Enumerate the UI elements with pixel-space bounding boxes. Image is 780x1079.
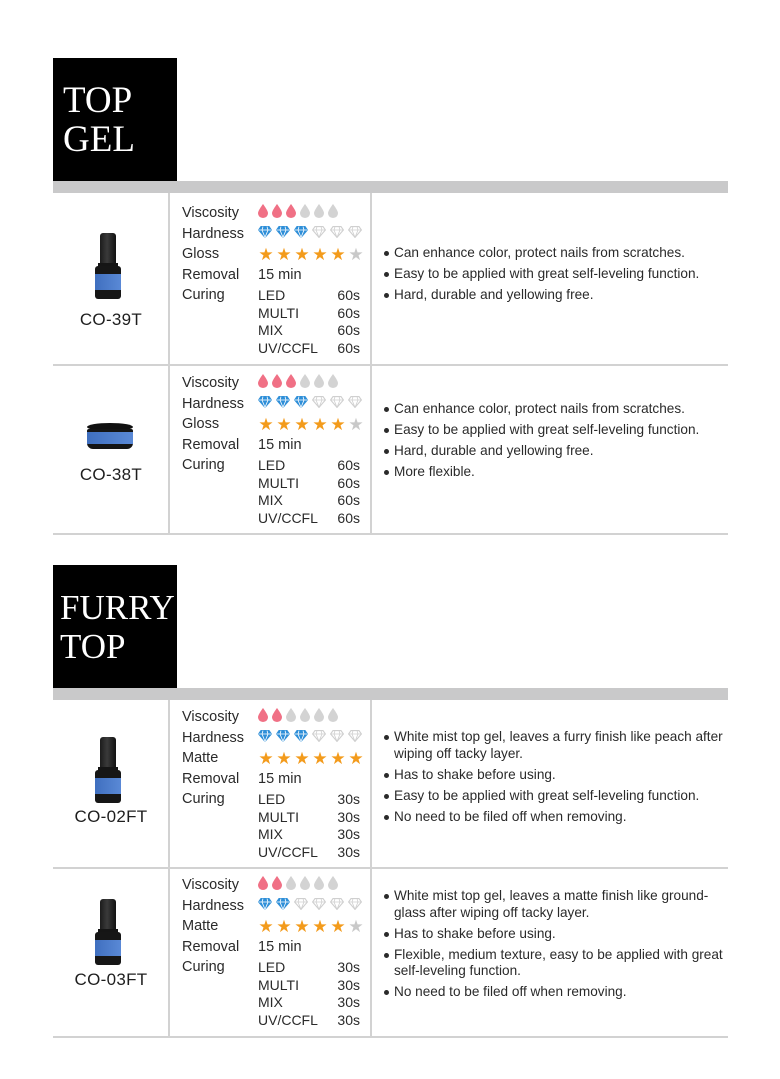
curing-time: 30s: [337, 808, 360, 825]
star-icon: ★: [330, 415, 346, 434]
feature-note: [383, 767, 723, 784]
bullet-icon: [384, 272, 389, 277]
star-icon: ★: [258, 917, 274, 936]
curing-time: 30s: [337, 826, 360, 842]
drop-icon: [286, 876, 296, 897]
removal-time: 15 min: [258, 437, 302, 453]
diamond-icon: [294, 896, 308, 917]
curing-time: 60s: [337, 322, 360, 338]
star-icon: ★: [312, 749, 328, 768]
curing-row: [258, 510, 360, 528]
section-title-line: GEL: [63, 118, 135, 160]
spec-label-removal: Removal: [182, 938, 240, 955]
spec-label-curing: Curing: [182, 287, 225, 303]
curing-lamp: MIX: [258, 826, 283, 842]
spec-label-viscosity: Viscosity: [182, 709, 239, 725]
curing-row: [258, 977, 360, 995]
diamond-icon: [276, 224, 290, 245]
curing-row: [258, 959, 360, 977]
bullet-icon: [384, 953, 389, 958]
star-icon: ★: [294, 415, 310, 434]
curing-table: [258, 959, 360, 1029]
curing-time: 60s: [337, 474, 360, 491]
third-rating: [258, 749, 364, 769]
curing-row: [258, 1012, 360, 1030]
feature-note-text: White mist top gel, leaves a matte finish like ground-glass after wiping off tacky layer.: [394, 888, 709, 920]
curing-time: 60s: [337, 457, 360, 473]
hardness-rating: [258, 896, 362, 916]
star-icon: ★: [330, 917, 346, 936]
feature-note: [383, 266, 723, 283]
jar-image: [87, 423, 133, 449]
diamond-icon: [330, 224, 344, 245]
feature-note-text: Has to shake before using.: [394, 925, 556, 941]
star-icon: ★: [348, 415, 364, 434]
star-icon: ★: [276, 749, 292, 768]
viscosity-rating: [258, 876, 338, 896]
curing-time: 60s: [337, 492, 360, 508]
bullet-icon: [384, 735, 389, 740]
bullet-icon: [384, 932, 389, 937]
curing-time: 30s: [337, 1011, 360, 1028]
curing-lamp: UV/CCFL: [258, 509, 318, 526]
curing-row: [258, 475, 360, 493]
drop-icon: [300, 708, 310, 729]
drop-icon: [272, 708, 282, 729]
row-divider: [53, 533, 728, 535]
star-icon: ★: [330, 749, 346, 768]
curing-time: 30s: [337, 791, 360, 807]
curing-lamp: LED: [258, 791, 286, 807]
section-title-line: FURRY: [60, 587, 175, 627]
curing-time: 30s: [337, 959, 360, 975]
feature-note: [383, 888, 723, 921]
curing-time: 60s: [337, 287, 360, 303]
viscosity-rating: [258, 374, 338, 394]
curing-lamp: MIX: [258, 994, 283, 1010]
bottle-image: [95, 737, 121, 803]
drop-icon: [272, 204, 282, 225]
curing-lamp: MIX: [258, 492, 283, 508]
curing-lamp: MIX: [258, 322, 283, 338]
drop-icon: [314, 708, 324, 729]
drop-icon: [258, 876, 268, 897]
curing-row: [258, 322, 360, 340]
diamond-icon: [348, 224, 362, 245]
drop-icon: [314, 876, 324, 897]
curing-time: 30s: [337, 976, 360, 993]
spec-label-third: Gloss: [182, 246, 220, 262]
spec-label-viscosity: Viscosity: [182, 375, 239, 391]
star-icon: ★: [312, 245, 328, 264]
drop-icon: [258, 708, 268, 729]
star-icon: ★: [294, 245, 310, 264]
drop-icon: [258, 374, 268, 395]
diamond-icon: [348, 394, 362, 415]
star-icon: ★: [258, 749, 274, 768]
spec-label-curing: Curing: [182, 791, 225, 807]
drop-icon: [300, 374, 310, 395]
diamond-icon: [276, 394, 290, 415]
curing-time: 60s: [337, 304, 360, 321]
curing-lamp: MULTI: [258, 976, 299, 993]
feature-note-text: White mist top gel, leaves a furry finish like peach after wiping off tacky layer.: [394, 729, 723, 761]
feature-note: [383, 729, 723, 762]
star-icon: ★: [258, 245, 274, 264]
curing-row: [258, 844, 360, 862]
curing-lamp: LED: [258, 457, 286, 473]
star-icon: ★: [348, 245, 364, 264]
feature-note-text: Easy to be applied with great self-leveling function.: [394, 266, 700, 281]
spec-label-third: Gloss: [182, 416, 220, 432]
third-rating: [258, 245, 364, 265]
hardness-rating: [258, 394, 362, 414]
diamond-icon: [312, 896, 326, 917]
column-divider: [168, 700, 170, 868]
diamond-icon: [348, 896, 362, 917]
feature-note: [383, 443, 723, 460]
feature-note: [383, 245, 723, 262]
section-divider-bar: [53, 688, 728, 700]
bullet-icon: [384, 815, 389, 820]
feature-note-text: Easy to be applied with great self-leveling function.: [394, 787, 700, 803]
spec-label-third: Matte: [182, 918, 219, 934]
diamond-icon: [312, 728, 326, 749]
diamond-icon: [294, 394, 308, 415]
drop-icon: [272, 374, 282, 395]
curing-row: [258, 791, 360, 809]
feature-note-text: Flexible, medium texture, easy to be applied with great self-leveling function.: [394, 946, 723, 978]
star-icon: ★: [348, 917, 364, 936]
feature-notes: [383, 401, 723, 485]
product-code: CO-02FT: [74, 807, 148, 826]
spec-label-hardness: Hardness: [182, 729, 245, 746]
spec-label-third: Matte: [182, 750, 219, 766]
curing-time: 30s: [337, 843, 360, 860]
hardness-rating: [258, 728, 362, 748]
spec-label-curing: Curing: [182, 457, 225, 473]
bullet-icon: [384, 794, 389, 799]
feature-note-text: Has to shake before using.: [394, 766, 556, 782]
feature-note-text: Hard, durable and yellowing free.: [394, 287, 594, 302]
curing-row: [258, 287, 360, 305]
feature-notes: [383, 245, 723, 308]
feature-note: [383, 788, 723, 805]
diamond-icon: [276, 728, 290, 749]
curing-table: [258, 457, 360, 527]
spec-label-hardness: Hardness: [182, 897, 245, 914]
bottle-image: [95, 233, 121, 299]
diamond-icon: [348, 728, 362, 749]
feature-note-text: Can enhance color, protect nails from scratches.: [394, 401, 685, 416]
row-divider: [53, 364, 728, 366]
spec-label-curing: Curing: [182, 959, 225, 975]
viscosity-rating: [258, 708, 338, 728]
column-divider: [168, 193, 170, 365]
hardness-rating: [258, 224, 362, 244]
feature-note: [383, 926, 723, 943]
section-title-line: TOP: [60, 626, 126, 666]
drop-icon: [300, 204, 310, 225]
curing-row: [258, 305, 360, 323]
diamond-icon: [258, 394, 272, 415]
diamond-icon: [258, 896, 272, 917]
feature-note-text: No need to be filed off when removing.: [394, 808, 627, 824]
drop-icon: [286, 708, 296, 729]
feature-note: [383, 809, 723, 826]
column-divider: [168, 366, 170, 534]
bullet-icon: [384, 470, 389, 475]
curing-lamp: MULTI: [258, 304, 299, 321]
drop-icon: [314, 204, 324, 225]
section-title-top-gel: [53, 58, 177, 181]
feature-note: [383, 287, 723, 304]
curing-lamp: MULTI: [258, 474, 299, 491]
bullet-icon: [384, 407, 389, 412]
spec-label-hardness: Hardness: [182, 225, 245, 242]
star-icon: ★: [294, 749, 310, 768]
drop-icon: [328, 204, 338, 225]
spec-label-removal: Removal: [182, 436, 240, 453]
bottle-image: [95, 899, 121, 965]
curing-row: [258, 809, 360, 827]
removal-time: 15 min: [258, 771, 302, 787]
feature-note: [383, 947, 723, 980]
curing-row: [258, 826, 360, 844]
drop-icon: [286, 374, 296, 395]
diamond-icon: [294, 728, 308, 749]
feature-notes: [383, 729, 723, 830]
bullet-icon: [384, 251, 389, 256]
feature-note-text: Easy to be applied with great self-leveling function.: [394, 422, 700, 437]
drop-icon: [300, 876, 310, 897]
star-icon: ★: [276, 917, 292, 936]
curing-row: [258, 492, 360, 510]
product-code: CO-39T: [79, 310, 143, 329]
curing-lamp: UV/CCFL: [258, 339, 318, 356]
drop-icon: [328, 708, 338, 729]
diamond-icon: [330, 728, 344, 749]
bullet-icon: [384, 773, 389, 778]
drop-icon: [286, 204, 296, 225]
product-code: CO-03FT: [74, 970, 148, 989]
curing-lamp: LED: [258, 959, 286, 975]
feature-note-text: More flexible.: [394, 464, 475, 479]
feature-note-text: No need to be filed off when removing.: [394, 984, 627, 999]
row-divider: [53, 1036, 728, 1038]
third-rating: [258, 917, 364, 937]
curing-row: [258, 340, 360, 358]
bullet-icon: [384, 428, 389, 433]
curing-row: [258, 994, 360, 1012]
column-divider: [370, 193, 372, 365]
star-icon: ★: [276, 415, 292, 434]
bullet-icon: [384, 990, 389, 995]
feature-note: [383, 984, 723, 1001]
column-divider: [370, 869, 372, 1037]
curing-lamp: LED: [258, 287, 286, 303]
bullet-icon: [384, 449, 389, 454]
drop-icon: [258, 204, 268, 225]
star-icon: ★: [312, 415, 328, 434]
third-rating: [258, 415, 364, 435]
feature-note: [383, 464, 723, 481]
star-icon: ★: [348, 749, 364, 768]
column-divider: [370, 366, 372, 534]
column-divider: [168, 869, 170, 1037]
curing-row: [258, 457, 360, 475]
spec-label-hardness: Hardness: [182, 395, 245, 412]
feature-note-text: Hard, durable and yellowing free.: [394, 443, 594, 458]
product-code: CO-38T: [79, 465, 143, 484]
star-icon: ★: [294, 917, 310, 936]
row-divider: [53, 867, 728, 869]
removal-time: 15 min: [258, 267, 302, 283]
star-icon: ★: [312, 917, 328, 936]
curing-lamp: UV/CCFL: [258, 1011, 318, 1028]
curing-time: 60s: [337, 509, 360, 526]
diamond-icon: [258, 224, 272, 245]
curing-time: 30s: [337, 994, 360, 1010]
feature-note: [383, 401, 723, 418]
diamond-icon: [294, 224, 308, 245]
curing-time: 60s: [337, 339, 360, 356]
feature-note-text: Can enhance color, protect nails from scratches.: [394, 245, 685, 260]
drop-icon: [314, 374, 324, 395]
section-divider-bar: [53, 181, 728, 193]
curing-lamp: MULTI: [258, 808, 299, 825]
feature-note: [383, 422, 723, 439]
diamond-icon: [258, 728, 272, 749]
curing-lamp: UV/CCFL: [258, 843, 318, 860]
diamond-icon: [312, 394, 326, 415]
drop-icon: [328, 876, 338, 897]
star-icon: ★: [330, 245, 346, 264]
diamond-icon: [276, 896, 290, 917]
drop-icon: [328, 374, 338, 395]
drop-icon: [272, 876, 282, 897]
diamond-icon: [312, 224, 326, 245]
spec-label-viscosity: Viscosity: [182, 877, 239, 893]
star-icon: ★: [258, 415, 274, 434]
bullet-icon: [384, 894, 389, 899]
diamond-icon: [330, 896, 344, 917]
feature-notes: [383, 888, 723, 1005]
star-icon: ★: [276, 245, 292, 264]
spec-label-viscosity: Viscosity: [182, 205, 239, 221]
bullet-icon: [384, 293, 389, 298]
removal-time: 15 min: [258, 939, 302, 955]
spec-label-removal: Removal: [182, 266, 240, 283]
section-title-line: TOP: [63, 79, 133, 121]
curing-table: [258, 287, 360, 357]
curing-table: [258, 791, 360, 861]
column-divider: [370, 700, 372, 868]
section-title-furry-top: [53, 565, 177, 688]
diamond-icon: [330, 394, 344, 415]
spec-label-removal: Removal: [182, 770, 240, 787]
viscosity-rating: [258, 204, 338, 224]
